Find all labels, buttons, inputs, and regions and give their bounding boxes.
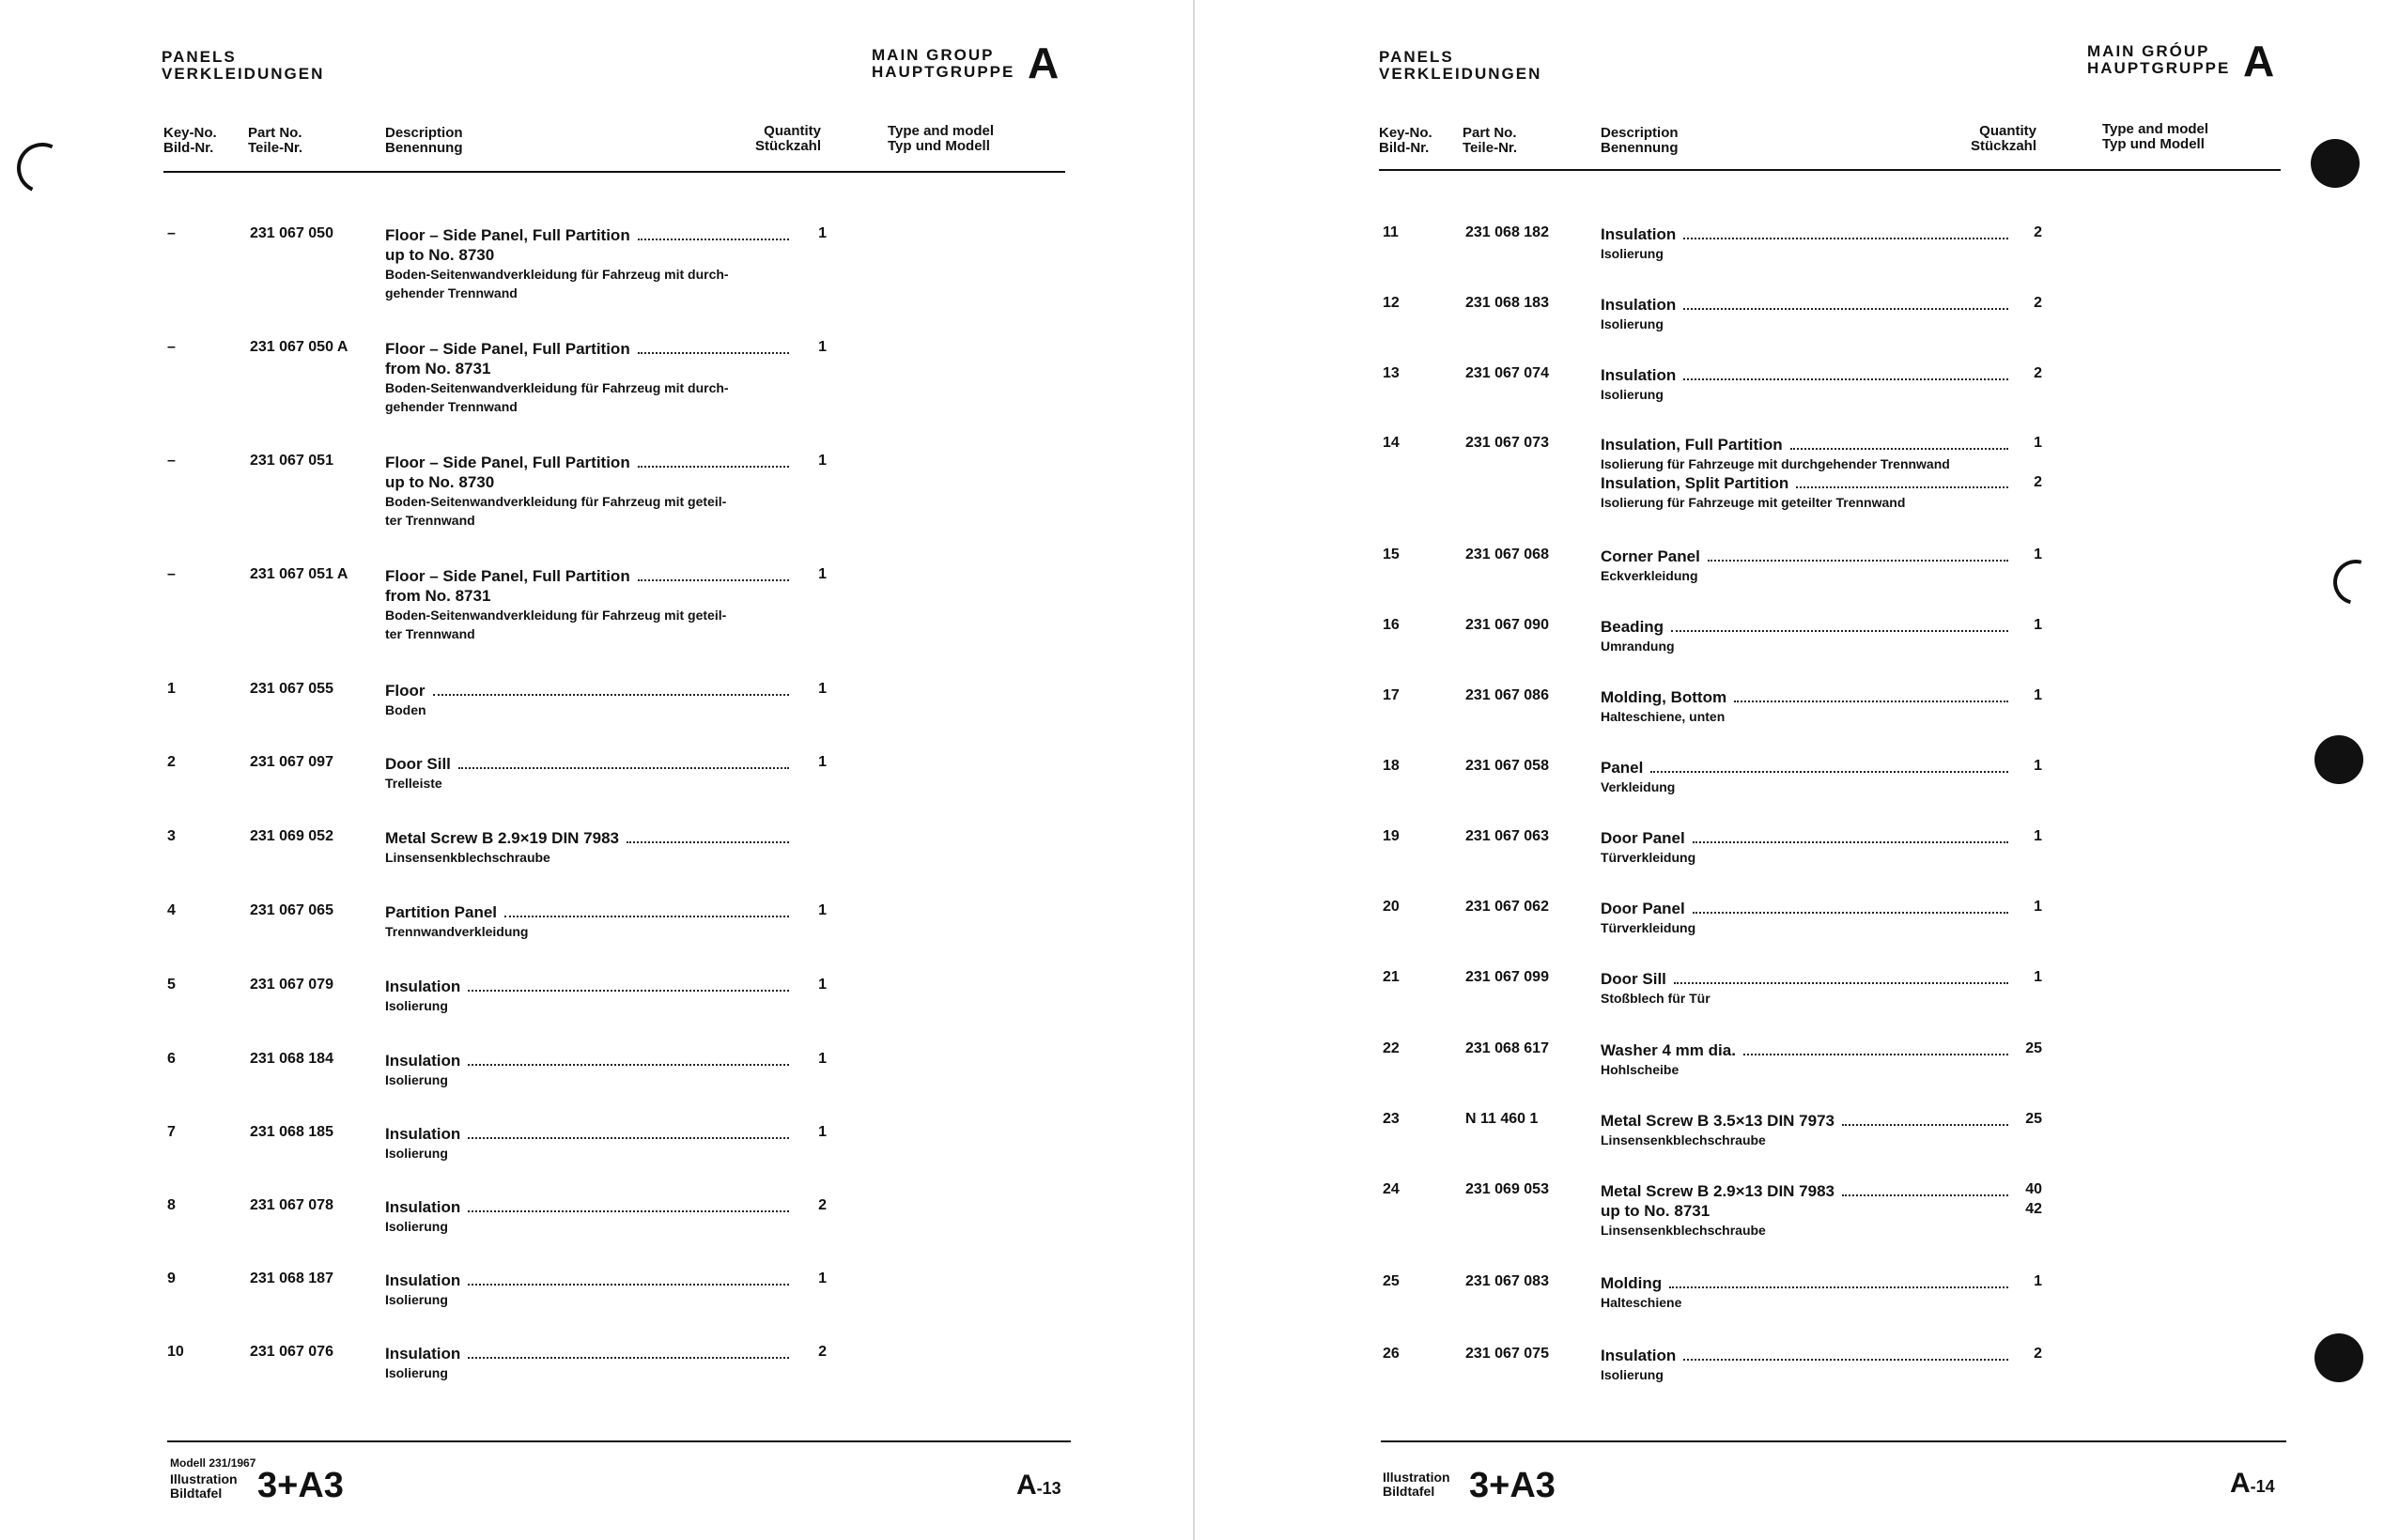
description-de: Türverkleidung bbox=[1601, 850, 1696, 865]
col-part-en: Part No. bbox=[1463, 125, 1517, 141]
page-letter: A bbox=[2230, 1468, 2251, 1499]
description bbox=[1601, 1273, 2014, 1312]
key-number: 10 bbox=[167, 1344, 184, 1360]
quantity: 1 bbox=[818, 754, 827, 770]
description bbox=[1601, 758, 2014, 796]
quantity: 2 bbox=[2034, 224, 2042, 240]
quantity: 2 bbox=[2034, 365, 2042, 381]
quantity: 1 bbox=[2034, 1273, 2042, 1289]
description bbox=[385, 681, 795, 719]
leader-dots bbox=[638, 238, 789, 240]
description-de: Halteschiene, unten bbox=[1601, 709, 1726, 724]
description-en: Door Panel bbox=[1601, 829, 1685, 847]
description-de: Isolierung bbox=[385, 1146, 448, 1161]
leader-dots bbox=[1669, 1286, 2008, 1288]
quantity: 1 bbox=[818, 339, 827, 355]
col-desc-en: Description bbox=[1601, 125, 1679, 141]
description-de: gehender Trennwand bbox=[385, 399, 518, 414]
col-qty-de: Stückzahl bbox=[1970, 138, 2036, 154]
part-number: 231 067 065 bbox=[250, 902, 333, 918]
part-number: 231 067 051 A bbox=[250, 566, 348, 582]
col-type-en: Type and model bbox=[888, 123, 995, 139]
description bbox=[1601, 828, 2014, 867]
description-en: Partition Panel bbox=[385, 903, 498, 921]
key-number: 16 bbox=[1383, 617, 1400, 633]
page-number bbox=[1016, 1471, 1061, 1503]
leader-dots bbox=[468, 1136, 789, 1139]
group-title bbox=[162, 49, 324, 83]
footer-model: Modell 231/1967 bbox=[170, 1456, 256, 1470]
description-en: Molding bbox=[1601, 1274, 1663, 1292]
key-number: 23 bbox=[1383, 1111, 1400, 1127]
quantity: 25 bbox=[2025, 1111, 2042, 1127]
page-num: -13 bbox=[1036, 1479, 1061, 1498]
description bbox=[1601, 435, 2014, 512]
leader-dots bbox=[1842, 1194, 2008, 1196]
key-number: 13 bbox=[1383, 365, 1400, 381]
quantity: 1 bbox=[818, 225, 827, 241]
description bbox=[385, 1270, 795, 1309]
quantity: 2 bbox=[818, 1344, 827, 1360]
part-number: 231 069 052 bbox=[250, 828, 333, 844]
part-number: 231 067 079 bbox=[250, 977, 333, 993]
quantity: 1 bbox=[818, 1124, 827, 1140]
leader-dots bbox=[1650, 770, 2008, 773]
main-group-en: MAIN GROUP bbox=[872, 46, 995, 64]
leader-dots bbox=[1743, 1053, 2008, 1055]
description bbox=[385, 1197, 795, 1236]
description-en: Floor – Side Panel, Full Partition bbox=[385, 340, 630, 358]
col-type-header bbox=[888, 124, 994, 154]
leader-dots bbox=[1683, 1358, 2008, 1361]
description bbox=[385, 828, 795, 867]
quantity: 1 bbox=[2034, 758, 2042, 774]
part-number: 231 068 185 bbox=[250, 1124, 333, 1140]
description bbox=[1601, 224, 2014, 263]
leader-dots bbox=[468, 1063, 789, 1066]
leader-dots bbox=[1693, 911, 2008, 914]
description-de: Isolierung bbox=[1601, 246, 1664, 261]
description bbox=[385, 1344, 795, 1382]
description bbox=[385, 225, 795, 302]
leader-dots bbox=[468, 989, 789, 992]
right-page bbox=[1195, 0, 2384, 1540]
description-note: from No. 8731 bbox=[385, 360, 491, 377]
description-en: Door Sill bbox=[385, 755, 451, 773]
part-number: 231 068 182 bbox=[1465, 224, 1549, 240]
col-type-de: Typ und Modell bbox=[888, 138, 990, 154]
leader-dots bbox=[638, 351, 789, 354]
description-de: Umrandung bbox=[1601, 639, 1675, 654]
description-en: Insulation bbox=[385, 1345, 461, 1363]
description-en: Insulation bbox=[385, 1125, 461, 1143]
description-note: up to No. 8731 bbox=[1601, 1202, 1711, 1220]
part-number: 231 067 097 bbox=[250, 754, 333, 770]
footer-ill-en: Illustration bbox=[170, 1471, 238, 1486]
leader-dots bbox=[1734, 700, 2008, 702]
description bbox=[385, 339, 795, 416]
description-en: Washer 4 mm dia. bbox=[1601, 1041, 1736, 1059]
key-number: 25 bbox=[1383, 1273, 1400, 1289]
quantity: 1 bbox=[818, 566, 827, 582]
col-type-de: Typ und Modell bbox=[2102, 136, 2205, 152]
key-number: – bbox=[167, 566, 176, 582]
description-en: Metal Screw B 2.9×13 DIN 7983 bbox=[1601, 1182, 1834, 1200]
group-title bbox=[1379, 49, 1541, 83]
description-en: Metal Screw B 3.5×13 DIN 7973 bbox=[1601, 1112, 1834, 1130]
part-number: 231 068 184 bbox=[250, 1051, 333, 1067]
description bbox=[1601, 365, 2014, 404]
key-number: 15 bbox=[1383, 547, 1400, 562]
quantity: 42 bbox=[2025, 1201, 2042, 1217]
description-en: Insulation bbox=[1601, 296, 1677, 314]
key-number: 20 bbox=[1383, 899, 1400, 915]
group-title-de: VERKLEIDUNGEN bbox=[1379, 65, 1542, 83]
description-en: Insulation, Full Partition bbox=[1601, 436, 1783, 454]
col-part-de: Teile-Nr. bbox=[248, 140, 303, 156]
part-number: 231 067 083 bbox=[1465, 1273, 1549, 1289]
key-number: 6 bbox=[167, 1051, 176, 1067]
leader-dots bbox=[1790, 447, 2008, 450]
col-type-en: Type and model bbox=[2102, 121, 2209, 137]
quantity: 1 bbox=[818, 977, 827, 993]
description-en: Insulation bbox=[1601, 1347, 1677, 1364]
quantity: 1 bbox=[2034, 617, 2042, 633]
main-group-letter: A bbox=[2243, 37, 2275, 85]
description bbox=[385, 1124, 795, 1163]
col-desc-en: Description bbox=[385, 125, 463, 141]
description-en: Door Sill bbox=[1601, 970, 1666, 988]
description-de: Stoßblech für Tür bbox=[1601, 991, 1711, 1006]
quantity: 1 bbox=[818, 1051, 827, 1067]
description-de: Isolierung für Fahrzeuge mit durchgehender Trennwand bbox=[1601, 456, 1950, 471]
description-en: Insulation bbox=[385, 1271, 461, 1289]
part-number: 231 067 090 bbox=[1465, 617, 1549, 633]
part-number: 231 067 073 bbox=[1465, 435, 1549, 451]
quantity: 1 bbox=[818, 902, 827, 918]
leader-dots bbox=[504, 915, 789, 917]
key-number: 12 bbox=[1383, 295, 1400, 311]
page-letter: A bbox=[1016, 1470, 1037, 1501]
description-note: from No. 8731 bbox=[385, 587, 491, 605]
col-qty-en: Quantity bbox=[764, 123, 821, 139]
footer-rule bbox=[167, 1440, 1071, 1442]
main-group-de: HAUPTGRUPPE bbox=[2087, 59, 2231, 77]
key-number: – bbox=[167, 225, 176, 241]
description-en: Floor – Side Panel, Full Partition bbox=[385, 454, 630, 471]
key-number: – bbox=[167, 339, 176, 355]
part-number: 231 067 055 bbox=[250, 681, 333, 697]
quantity: 2 bbox=[2034, 474, 2042, 490]
part-number: 231 069 053 bbox=[1465, 1181, 1549, 1197]
col-key-de: Bild-Nr. bbox=[163, 140, 214, 156]
quantity: 2 bbox=[2034, 1346, 2042, 1362]
leader-dots bbox=[1708, 559, 2008, 562]
main-group-en: MAIN GRÓUP bbox=[2087, 42, 2210, 60]
col-desc-header bbox=[1601, 126, 1679, 156]
description bbox=[385, 977, 795, 1015]
key-number: 7 bbox=[167, 1124, 176, 1140]
quantity: 2 bbox=[818, 1197, 827, 1213]
description-en: Door Panel bbox=[1601, 900, 1685, 917]
key-number: 22 bbox=[1383, 1040, 1400, 1056]
description bbox=[1601, 1111, 2014, 1149]
description-en: Insulation bbox=[385, 1052, 461, 1070]
description bbox=[385, 1051, 795, 1089]
description-de: Boden bbox=[385, 702, 426, 717]
binder-ring-mark bbox=[2325, 551, 2384, 613]
description bbox=[1601, 295, 2014, 333]
quantity: 25 bbox=[2025, 1040, 2042, 1056]
key-number: 11 bbox=[1383, 224, 1399, 240]
description-de: Linsensenkblechschraube bbox=[1601, 1132, 1766, 1147]
description-de: Boden-Seitenwandverkleidung für Fahrzeug mit durch- bbox=[385, 380, 729, 395]
key-number: 3 bbox=[167, 828, 176, 844]
quantity: 1 bbox=[2034, 435, 2042, 451]
main-group-label bbox=[872, 47, 1014, 81]
description-de: Verkleidung bbox=[1601, 779, 1676, 794]
description-de: Isolierung bbox=[1601, 1367, 1664, 1382]
punch-hole bbox=[2311, 139, 2360, 188]
description-de: Linsensenkblechschraube bbox=[1601, 1223, 1766, 1238]
description-en: Insulation bbox=[385, 1198, 461, 1216]
leader-dots bbox=[1683, 237, 2008, 239]
part-number: 231 068 183 bbox=[1465, 295, 1549, 311]
leader-dots bbox=[638, 465, 789, 468]
col-qty-de: Stückzahl bbox=[754, 138, 821, 154]
description-en: Beading bbox=[1601, 618, 1664, 636]
group-title-de: VERKLEIDUNGEN bbox=[162, 65, 325, 83]
description-en: Floor – Side Panel, Full Partition bbox=[385, 567, 630, 585]
col-desc-de: Benennung bbox=[385, 140, 463, 156]
main-group-letter: A bbox=[1028, 38, 1060, 87]
description-de: Eckverkleidung bbox=[1601, 568, 1698, 583]
col-key-en: Key-No. bbox=[1379, 125, 1432, 141]
leader-dots bbox=[468, 1283, 789, 1286]
part-number: N 11 460 1 bbox=[1465, 1111, 1539, 1127]
key-number: 4 bbox=[167, 902, 176, 918]
leader-dots bbox=[458, 766, 789, 769]
quantity: 1 bbox=[818, 1270, 827, 1286]
punch-hole bbox=[2314, 1333, 2363, 1382]
part-number: 231 067 050 bbox=[250, 225, 333, 241]
key-number: 9 bbox=[167, 1270, 176, 1286]
part-number: 231 067 078 bbox=[250, 1197, 333, 1213]
leader-dots bbox=[1671, 629, 2008, 632]
description bbox=[1601, 1181, 2014, 1240]
description-de: Boden-Seitenwandverkleidung für Fahrzeug mit geteil- bbox=[385, 494, 727, 509]
col-part-de: Teile-Nr. bbox=[1463, 140, 1518, 156]
quantity: 1 bbox=[2034, 547, 2042, 562]
quantity: 40 bbox=[2025, 1181, 2042, 1197]
col-key-de: Bild-Nr. bbox=[1379, 140, 1430, 156]
footer-ill-en: Illustration bbox=[1383, 1470, 1450, 1485]
description bbox=[1601, 547, 2014, 585]
col-qty-en: Quantity bbox=[1979, 123, 2036, 139]
part-number: 231 067 051 bbox=[250, 453, 333, 469]
key-number: – bbox=[167, 453, 176, 469]
description bbox=[1601, 899, 2014, 937]
quantity: 1 bbox=[818, 453, 827, 469]
footer-rule bbox=[1381, 1440, 2286, 1442]
leader-dots bbox=[638, 578, 789, 581]
description bbox=[385, 754, 795, 793]
header-rule bbox=[1379, 169, 2281, 171]
description-en: Floor – Side Panel, Full Partition bbox=[385, 226, 630, 244]
punch-hole bbox=[2314, 735, 2363, 784]
group-title-en: PANELS bbox=[1379, 48, 1454, 66]
key-number: 24 bbox=[1383, 1181, 1400, 1197]
col-key-header bbox=[1379, 126, 1432, 156]
description-en: Insulation bbox=[1601, 225, 1677, 243]
description-de: gehender Trennwand bbox=[385, 285, 518, 300]
description-en: Floor bbox=[385, 682, 426, 700]
page-number bbox=[2230, 1469, 2275, 1502]
col-type-header bbox=[2102, 122, 2208, 152]
leader-dots bbox=[1693, 840, 2008, 843]
leader-dots bbox=[627, 840, 789, 843]
part-number: 231 067 063 bbox=[1465, 828, 1549, 844]
part-number: 231 067 099 bbox=[1465, 969, 1549, 985]
description-de: Isolierung bbox=[385, 998, 448, 1013]
description-en: Panel bbox=[1601, 759, 1644, 777]
description-de: Isolierung bbox=[385, 1365, 448, 1380]
description-de: ter Trennwand bbox=[385, 626, 475, 641]
description-en: Insulation, Split Partition bbox=[1601, 474, 1789, 492]
description bbox=[385, 453, 795, 530]
description-de: Linsensenkblechschraube bbox=[385, 850, 550, 865]
col-key-header bbox=[163, 126, 217, 156]
quantity: 1 bbox=[818, 681, 827, 697]
key-number: 19 bbox=[1383, 828, 1400, 844]
binder-ring-mark bbox=[9, 135, 74, 200]
part-number: 231 067 058 bbox=[1465, 758, 1549, 774]
part-number: 231 068 617 bbox=[1465, 1040, 1549, 1056]
description-note: up to No. 8730 bbox=[385, 473, 495, 491]
leader-dots bbox=[1842, 1123, 2008, 1126]
footer-plate-number: 3+A3 bbox=[257, 1466, 344, 1505]
footer-ill-de: Bildtafel bbox=[1383, 1484, 1435, 1499]
col-part-en: Part No. bbox=[248, 125, 302, 141]
description-en: Molding, Bottom bbox=[1601, 688, 1727, 706]
description-de: Trennwandverkleidung bbox=[385, 924, 529, 939]
leader-dots bbox=[1674, 981, 2008, 984]
col-qty-header bbox=[742, 124, 821, 154]
leader-dots bbox=[1796, 485, 2008, 488]
part-number: 231 067 086 bbox=[1465, 687, 1549, 703]
description-de: Isolierung für Fahrzeuge mit geteilter Trennwand bbox=[1601, 495, 1906, 510]
part-number: 231 067 074 bbox=[1465, 365, 1549, 381]
key-number: 18 bbox=[1383, 758, 1400, 774]
main-group-de: HAUPTGRUPPE bbox=[872, 63, 1015, 81]
description-de: Isolierung bbox=[385, 1219, 448, 1234]
col-desc-header bbox=[385, 126, 463, 156]
col-qty-header bbox=[1958, 124, 2036, 154]
quantity: 2 bbox=[2034, 295, 2042, 311]
description-de: Hohlscheibe bbox=[1601, 1062, 1680, 1077]
description-de: Isolierung bbox=[1601, 387, 1664, 402]
description bbox=[385, 902, 795, 941]
key-number: 2 bbox=[167, 754, 176, 770]
col-desc-de: Benennung bbox=[1601, 140, 1679, 156]
description bbox=[1601, 687, 2014, 726]
description bbox=[1601, 617, 2014, 655]
quantity: 1 bbox=[2034, 687, 2042, 703]
key-number: 8 bbox=[167, 1197, 176, 1213]
description-de: Boden-Seitenwandverkleidung für Fahrzeug mit durch- bbox=[385, 267, 729, 282]
leader-dots bbox=[1683, 377, 2008, 380]
description-en: Insulation bbox=[1601, 366, 1677, 384]
quantity: 1 bbox=[2034, 899, 2042, 915]
description-de: Trelleiste bbox=[385, 776, 442, 791]
description bbox=[1601, 1040, 2014, 1079]
description-de: ter Trennwand bbox=[385, 513, 475, 528]
main-group-label bbox=[2087, 43, 2230, 77]
description bbox=[385, 566, 795, 643]
part-number: 231 067 062 bbox=[1465, 899, 1549, 915]
footer-illustration-label bbox=[1383, 1471, 1450, 1499]
key-number: 5 bbox=[167, 977, 176, 993]
description-de: Isolierung bbox=[385, 1292, 448, 1307]
key-number: 17 bbox=[1383, 687, 1400, 703]
quantity: 1 bbox=[2034, 828, 2042, 844]
leader-dots bbox=[468, 1209, 789, 1212]
col-part-header bbox=[248, 126, 302, 156]
part-number: 231 067 050 A bbox=[250, 339, 348, 355]
footer-illustration-label bbox=[170, 1472, 238, 1501]
leader-dots bbox=[468, 1356, 789, 1359]
quantity: 1 bbox=[2034, 969, 2042, 985]
part-number: 231 068 187 bbox=[250, 1270, 333, 1286]
description-en: Metal Screw B 2.9×19 DIN 7983 bbox=[385, 829, 619, 847]
col-part-header bbox=[1463, 126, 1517, 156]
part-number: 231 067 075 bbox=[1465, 1346, 1549, 1362]
description-en: Corner Panel bbox=[1601, 547, 1700, 565]
description bbox=[1601, 969, 2014, 1008]
key-number: 21 bbox=[1383, 969, 1400, 985]
page-num: -14 bbox=[2250, 1477, 2275, 1496]
header-rule bbox=[163, 171, 1065, 173]
part-number: 231 067 068 bbox=[1465, 547, 1549, 562]
group-title-en: PANELS bbox=[162, 48, 237, 66]
part-number: 231 067 076 bbox=[250, 1344, 333, 1360]
description-de: Halteschiene bbox=[1601, 1295, 1682, 1310]
leader-dots bbox=[1683, 307, 2008, 310]
key-number: 26 bbox=[1383, 1346, 1400, 1362]
description bbox=[1601, 1346, 2014, 1384]
leader-dots bbox=[433, 693, 790, 696]
key-number: 14 bbox=[1383, 435, 1400, 451]
description-en: Insulation bbox=[385, 978, 461, 995]
col-key-en: Key-No. bbox=[163, 125, 217, 141]
footer-plate-number: 3+A3 bbox=[1469, 1466, 1556, 1505]
description-de: Türverkleidung bbox=[1601, 920, 1696, 935]
footer-ill-de: Bildtafel bbox=[170, 1486, 223, 1501]
description-de: Boden-Seitenwandverkleidung für Fahrzeug mit geteil- bbox=[385, 608, 727, 623]
description-de: Isolierung bbox=[385, 1072, 448, 1087]
key-number: 1 bbox=[167, 681, 176, 697]
description-de: Isolierung bbox=[1601, 316, 1664, 331]
description-note: up to No. 8730 bbox=[385, 246, 495, 264]
